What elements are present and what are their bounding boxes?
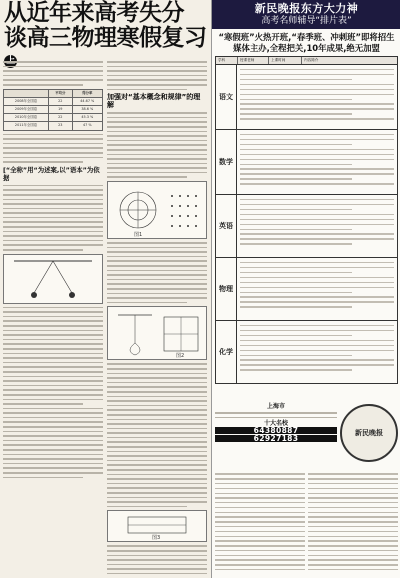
ad-title: 新民晚报东方大力神 (254, 2, 359, 15)
figure-1 (107, 181, 207, 239)
subject-row-physics: 物理 (216, 258, 397, 321)
hotline-label: 十大名校 (263, 420, 288, 428)
schedule-table (215, 56, 398, 384)
table-row: 2008年全国卷 22 44.67 % (4, 97, 103, 105)
contact-section (215, 404, 398, 462)
subject-row-chinese: 语文 (216, 65, 397, 130)
figure-3 (107, 510, 207, 542)
paragraph (107, 545, 207, 574)
section-heading: [“全称”用“为述案,以”语本”为依据 (3, 165, 100, 182)
headline-line1: 从近年来高考失分 (4, 0, 184, 26)
newspaper-seal: 新民晚报 (340, 404, 398, 462)
figure-label: 图2 (176, 353, 185, 360)
paragraph (107, 363, 207, 507)
ad-subtitle: 高考名师辅导“排片表” (261, 16, 352, 26)
advertisement (211, 0, 400, 578)
figure-label: 图3 (152, 535, 161, 542)
phone-number: 64380887 (215, 427, 337, 434)
table-row: 2011年全国卷 23 47 % (4, 122, 103, 130)
paragraph (3, 307, 103, 405)
schedule-header: 学科 授课老师 上课时间 内容简介 (216, 57, 397, 65)
figure-pendulum (3, 254, 103, 304)
ad-slogan: “寒假班”火热开班,“春季班、冲刺班”即将招生 媒体主办,全程把关,10年成果,绝无加盟 (218, 32, 395, 53)
figure-label: 图1 (134, 232, 143, 239)
ad-continued-text (215, 470, 398, 574)
paragraph (3, 185, 103, 251)
contact-info: 上海市 十大名校 64380887 62927183 (215, 404, 337, 462)
table-header (4, 89, 49, 97)
paragraph (107, 242, 207, 303)
subject-row-chemistry: 化学 (216, 321, 397, 383)
article-body (3, 58, 207, 574)
section-heading: 加强对“基本概念和规律”的理解 (107, 93, 201, 110)
article-column-2 (107, 58, 207, 574)
table-header: 平均分 (49, 89, 73, 97)
subject-row-math: 数学 (216, 130, 397, 195)
paragraph (107, 112, 207, 178)
headline-line2: 谈高三物理寒假复习 (4, 27, 208, 73)
paragraph (3, 61, 103, 86)
paragraph (3, 134, 103, 163)
table-row: 2010年全国卷 22 45.3 % (4, 114, 103, 122)
table-header: 得分率 (72, 89, 102, 97)
ad-header (212, 0, 400, 29)
subject-row-english: 英语 (216, 195, 397, 258)
figure-2 (107, 306, 207, 360)
article-column-1 (3, 58, 103, 574)
paragraph (107, 61, 207, 90)
phone-number: 62927183 (215, 435, 337, 442)
score-table (3, 89, 103, 131)
paragraph (3, 408, 103, 479)
table-row: 2009年全国卷 19 38.6 % (4, 105, 103, 113)
